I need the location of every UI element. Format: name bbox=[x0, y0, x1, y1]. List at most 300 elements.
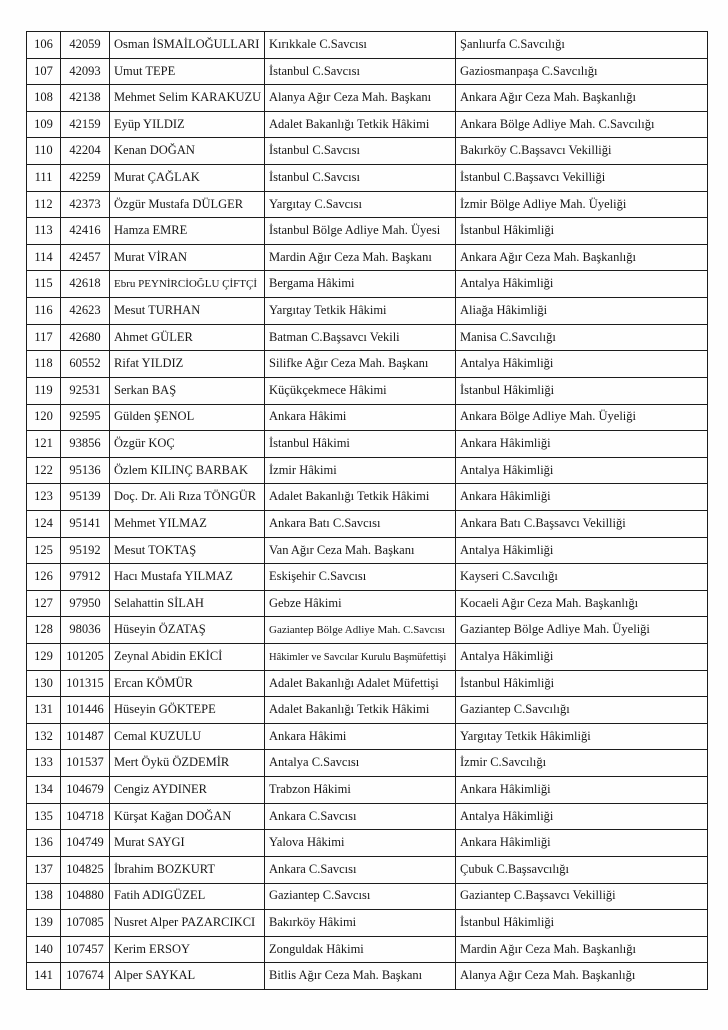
cell-registry-number bbox=[61, 298, 110, 325]
cell-registry-number-text: 104718 bbox=[66, 808, 104, 823]
cell-current-post-text: İzmir Hâkimi bbox=[269, 462, 337, 477]
cell-new-post bbox=[456, 963, 708, 990]
cell-row-number bbox=[27, 883, 61, 910]
cell-name bbox=[110, 377, 265, 404]
cell-current-post-text: Bakırköy Hâkimi bbox=[269, 915, 357, 930]
cell-new-post-text: Aliağa Hâkimliği bbox=[460, 303, 548, 318]
cell-current-post-text: Adalet Bakanlığı Tetkik Hâkimi bbox=[269, 702, 430, 717]
table-row bbox=[27, 856, 708, 883]
cell-current-post-text: İstanbul Bölge Adliye Mah. Üyesi bbox=[269, 223, 441, 238]
cell-registry-number bbox=[61, 936, 110, 963]
table-row bbox=[27, 963, 708, 990]
cell-name bbox=[110, 670, 265, 697]
cell-current-post-text: Antalya C.Savcısı bbox=[269, 755, 360, 770]
table-row bbox=[27, 58, 708, 85]
cell-name-text: Özgür Mustafa DÜLGER bbox=[114, 196, 244, 211]
cell-new-post bbox=[456, 856, 708, 883]
cell-current-post-text: Hâkimler ve Savcılar Kurulu Başmüfettişi bbox=[269, 651, 447, 663]
cell-current-post bbox=[265, 404, 456, 431]
table-row bbox=[27, 590, 708, 617]
cell-new-post bbox=[456, 244, 708, 271]
cell-current-post bbox=[265, 697, 456, 724]
cell-new-post-text: Antalya Hâkimliği bbox=[460, 356, 554, 371]
cell-registry-number bbox=[61, 856, 110, 883]
table-row bbox=[27, 324, 708, 351]
table-row bbox=[27, 138, 708, 165]
cell-row-number-text: 107 bbox=[34, 63, 53, 78]
cell-current-post bbox=[265, 617, 456, 644]
cell-registry-number-text: 92531 bbox=[69, 382, 101, 397]
cell-current-post bbox=[265, 32, 456, 59]
cell-registry-number bbox=[61, 697, 110, 724]
cell-new-post bbox=[456, 32, 708, 59]
cell-row-number-text: 112 bbox=[34, 196, 53, 211]
cell-registry-number bbox=[61, 85, 110, 112]
cell-new-post-text: Antalya Hâkimliği bbox=[460, 462, 554, 477]
cell-new-post-text: Ankara Ağır Ceza Mah. Başkanlığı bbox=[460, 90, 636, 105]
cell-new-post-text: Gaziosmanpaşa C.Savcılığı bbox=[460, 63, 598, 78]
cell-row-number bbox=[27, 617, 61, 644]
cell-current-post bbox=[265, 883, 456, 910]
cell-new-post bbox=[456, 697, 708, 724]
cell-registry-number bbox=[61, 617, 110, 644]
cell-row-number bbox=[27, 138, 61, 165]
cell-current-post-text: Ankara Batı C.Savcısı bbox=[269, 515, 381, 530]
cell-new-post-text: Mardin Ağır Ceza Mah. Başkanlığı bbox=[460, 941, 637, 956]
cell-registry-number-text: 42093 bbox=[69, 63, 101, 78]
cell-row-number-text: 116 bbox=[34, 303, 53, 318]
cell-new-post bbox=[456, 750, 708, 777]
table-row bbox=[27, 271, 708, 298]
cell-name bbox=[110, 351, 265, 378]
cell-new-post-text: Gaziantep Bölge Adliye Mah. Üyeliği bbox=[460, 622, 650, 637]
cell-registry-number-text: 104880 bbox=[66, 888, 104, 903]
cell-name bbox=[110, 830, 265, 857]
cell-new-post-text: Ankara Hâkimliği bbox=[460, 436, 551, 451]
cell-new-post bbox=[456, 271, 708, 298]
cell-new-post bbox=[456, 298, 708, 325]
cell-new-post-text: Ankara Ağır Ceza Mah. Başkanlığı bbox=[460, 249, 636, 264]
cell-row-number-text: 121 bbox=[34, 436, 53, 451]
cell-registry-number-text: 104749 bbox=[66, 835, 104, 850]
cell-current-post-text: Yargıtay Tetkik Hâkimi bbox=[269, 303, 387, 318]
cell-registry-number bbox=[61, 910, 110, 937]
cell-registry-number bbox=[61, 750, 110, 777]
cell-name bbox=[110, 963, 265, 990]
table-row bbox=[27, 723, 708, 750]
cell-row-number bbox=[27, 484, 61, 511]
cell-name-text: Selahattin SİLAH bbox=[114, 595, 204, 610]
cell-new-post-text: İstanbul Hâkimliği bbox=[460, 675, 555, 690]
cell-current-post-text: Gaziantep C.Savcısı bbox=[269, 888, 371, 903]
cell-registry-number-text: 95136 bbox=[69, 462, 101, 477]
cell-row-number bbox=[27, 85, 61, 112]
cell-new-post bbox=[456, 510, 708, 537]
cell-registry-number-text: 97912 bbox=[69, 569, 101, 584]
cell-registry-number bbox=[61, 165, 110, 192]
cell-name bbox=[110, 165, 265, 192]
cell-current-post bbox=[265, 191, 456, 218]
table-row bbox=[27, 777, 708, 804]
table-row bbox=[27, 218, 708, 245]
cell-registry-number bbox=[61, 803, 110, 830]
cell-name bbox=[110, 32, 265, 59]
cell-row-number bbox=[27, 32, 61, 59]
cell-current-post-text: Gaziantep Bölge Adliye Mah. C.Savcısı bbox=[269, 624, 445, 637]
cell-current-post bbox=[265, 750, 456, 777]
cell-name bbox=[110, 431, 265, 458]
table-row bbox=[27, 377, 708, 404]
cell-new-post bbox=[456, 537, 708, 564]
cell-name-text: Murat ÇAĞLAK bbox=[114, 169, 200, 184]
cell-registry-number-text: 60552 bbox=[69, 356, 101, 371]
cell-new-post bbox=[456, 58, 708, 85]
cell-new-post-text: Antalya Hâkimliği bbox=[460, 276, 554, 291]
cell-current-post-text: Küçükçekmece Hâkimi bbox=[269, 382, 387, 397]
cell-name-text: Cengiz AYDINER bbox=[114, 781, 207, 796]
cell-new-post-text: Ankara Hâkimliği bbox=[460, 835, 551, 850]
cell-row-number-text: 138 bbox=[34, 888, 53, 903]
cell-row-number-text: 131 bbox=[34, 702, 53, 717]
cell-new-post-text: Ankara Bölge Adliye Mah. Üyeliği bbox=[460, 409, 637, 424]
cell-current-post-text: Bitlis Ağır Ceza Mah. Başkanı bbox=[269, 968, 423, 983]
assignment-table bbox=[26, 31, 708, 990]
cell-row-number-text: 115 bbox=[34, 276, 53, 291]
table-row bbox=[27, 351, 708, 378]
cell-new-post-text: Şanlıurfa C.Savcılığı bbox=[460, 36, 565, 51]
cell-row-number-text: 134 bbox=[34, 781, 53, 796]
cell-name-text: Hacı Mustafa YILMAZ bbox=[114, 569, 233, 584]
cell-registry-number-text: 95141 bbox=[69, 515, 101, 530]
cell-name bbox=[110, 803, 265, 830]
cell-name bbox=[110, 936, 265, 963]
cell-registry-number-text: 42416 bbox=[69, 223, 101, 238]
cell-new-post-text: İstanbul Hâkimliği bbox=[460, 382, 555, 397]
cell-row-number bbox=[27, 244, 61, 271]
cell-registry-number bbox=[61, 590, 110, 617]
cell-current-post bbox=[265, 431, 456, 458]
cell-name-text: Özlem KILINÇ BARBAK bbox=[114, 462, 249, 477]
cell-row-number bbox=[27, 58, 61, 85]
cell-name bbox=[110, 457, 265, 484]
table-row bbox=[27, 32, 708, 59]
cell-name bbox=[110, 85, 265, 112]
cell-name bbox=[110, 111, 265, 138]
cell-current-post bbox=[265, 244, 456, 271]
cell-name-text: Nusret Alper PAZARCIKCI bbox=[114, 915, 256, 930]
cell-current-post bbox=[265, 111, 456, 138]
cell-new-post bbox=[456, 803, 708, 830]
cell-current-post-text: Ankara C.Savcısı bbox=[269, 808, 357, 823]
cell-row-number bbox=[27, 723, 61, 750]
cell-row-number bbox=[27, 510, 61, 537]
cell-new-post-text: Gaziantep C.Başsavcı Vekilliği bbox=[460, 888, 616, 903]
cell-new-post-text: Bakırköy C.Başsavcı Vekilliği bbox=[460, 143, 612, 158]
cell-current-post-text: Ankara Hâkimi bbox=[269, 409, 347, 424]
cell-new-post-text: Ankara Bölge Adliye Mah. C.Savcılığı bbox=[460, 116, 655, 131]
table-row bbox=[27, 644, 708, 671]
table-row bbox=[27, 697, 708, 724]
cell-name bbox=[110, 617, 265, 644]
cell-row-number-text: 135 bbox=[34, 808, 53, 823]
cell-registry-number bbox=[61, 963, 110, 990]
cell-row-number bbox=[27, 324, 61, 351]
cell-name-text: Mesut TOKTAŞ bbox=[114, 542, 197, 557]
cell-current-post bbox=[265, 963, 456, 990]
cell-name bbox=[110, 777, 265, 804]
table-row bbox=[27, 750, 708, 777]
cell-name bbox=[110, 404, 265, 431]
cell-registry-number-text: 42680 bbox=[69, 329, 101, 344]
cell-name bbox=[110, 244, 265, 271]
cell-name-text: İbrahim BOZKURT bbox=[114, 861, 215, 876]
cell-registry-number-text: 104679 bbox=[66, 781, 104, 796]
cell-registry-number bbox=[61, 32, 110, 59]
cell-row-number-text: 120 bbox=[34, 409, 53, 424]
cell-row-number-text: 139 bbox=[34, 915, 53, 930]
table-row bbox=[27, 191, 708, 218]
cell-current-post bbox=[265, 670, 456, 697]
cell-name bbox=[110, 856, 265, 883]
cell-current-post-text: Ankara C.Savcısı bbox=[269, 861, 357, 876]
cell-new-post bbox=[456, 644, 708, 671]
cell-registry-number-text: 95139 bbox=[69, 489, 101, 504]
cell-current-post bbox=[265, 271, 456, 298]
cell-name-text: Eyüp YILDIZ bbox=[114, 116, 185, 131]
cell-registry-number-text: 101315 bbox=[66, 675, 104, 690]
cell-row-number-text: 126 bbox=[34, 569, 53, 584]
assignment-table-body bbox=[27, 32, 708, 990]
cell-registry-number bbox=[61, 404, 110, 431]
cell-new-post bbox=[456, 351, 708, 378]
cell-name bbox=[110, 58, 265, 85]
cell-name bbox=[110, 644, 265, 671]
cell-current-post bbox=[265, 85, 456, 112]
cell-name bbox=[110, 537, 265, 564]
cell-name bbox=[110, 697, 265, 724]
cell-registry-number bbox=[61, 138, 110, 165]
cell-registry-number bbox=[61, 484, 110, 511]
table-row bbox=[27, 165, 708, 192]
cell-name-text: Ebru PEYNİRCİOĞLU ÇİFTÇİ bbox=[114, 278, 257, 291]
cell-new-post bbox=[456, 484, 708, 511]
cell-name bbox=[110, 750, 265, 777]
cell-current-post-text: Adalet Bakanlığı Adalet Müfettişi bbox=[269, 675, 439, 690]
cell-new-post bbox=[456, 324, 708, 351]
cell-row-number-text: 106 bbox=[34, 36, 53, 51]
cell-current-post bbox=[265, 590, 456, 617]
cell-new-post-text: Manisa C.Savcılığı bbox=[460, 329, 556, 344]
cell-current-post-text: Trabzon Hâkimi bbox=[269, 781, 351, 796]
table-row bbox=[27, 510, 708, 537]
cell-name bbox=[110, 191, 265, 218]
cell-registry-number-text: 97950 bbox=[69, 595, 101, 610]
cell-registry-number bbox=[61, 218, 110, 245]
cell-current-post bbox=[265, 351, 456, 378]
cell-current-post-text: Bergama Hâkimi bbox=[269, 276, 355, 291]
cell-name bbox=[110, 883, 265, 910]
cell-row-number-text: 119 bbox=[34, 382, 53, 397]
cell-new-post-text: Alanya Ağır Ceza Mah. Başkanlığı bbox=[460, 968, 636, 983]
cell-registry-number bbox=[61, 377, 110, 404]
cell-row-number-text: 114 bbox=[34, 249, 53, 264]
cell-registry-number bbox=[61, 537, 110, 564]
cell-registry-number bbox=[61, 111, 110, 138]
cell-new-post bbox=[456, 165, 708, 192]
cell-registry-number bbox=[61, 510, 110, 537]
cell-row-number bbox=[27, 963, 61, 990]
cell-new-post bbox=[456, 830, 708, 857]
cell-new-post-text: İzmir Bölge Adliye Mah. Üyeliği bbox=[460, 196, 627, 211]
cell-name bbox=[110, 484, 265, 511]
cell-current-post-text: Silifke Ağır Ceza Mah. Başkanı bbox=[269, 356, 429, 371]
cell-current-post bbox=[265, 564, 456, 591]
cell-current-post bbox=[265, 298, 456, 325]
table-row bbox=[27, 484, 708, 511]
cell-new-post bbox=[456, 431, 708, 458]
cell-new-post-text: Çubuk C.Başsavcılığı bbox=[460, 861, 570, 876]
cell-name-text: Doç. Dr. Ali Rıza TÖNGÜR bbox=[114, 489, 257, 504]
cell-name bbox=[110, 590, 265, 617]
cell-name-text: Serkan BAŞ bbox=[114, 382, 177, 397]
cell-registry-number-text: 107674 bbox=[66, 968, 104, 983]
cell-name-text: Zeynal Abidin EKİCİ bbox=[114, 648, 223, 663]
cell-registry-number-text: 42259 bbox=[69, 169, 101, 184]
cell-registry-number-text: 42059 bbox=[69, 36, 101, 51]
cell-current-post bbox=[265, 58, 456, 85]
cell-name-text: Kenan DOĞAN bbox=[114, 143, 195, 158]
cell-current-post-text: Eskişehir C.Savcısı bbox=[269, 569, 367, 584]
cell-current-post bbox=[265, 936, 456, 963]
cell-row-number bbox=[27, 697, 61, 724]
cell-new-post-text: Antalya Hâkimliği bbox=[460, 648, 554, 663]
table-row bbox=[27, 564, 708, 591]
cell-registry-number bbox=[61, 457, 110, 484]
cell-current-post bbox=[265, 830, 456, 857]
table-row bbox=[27, 431, 708, 458]
cell-current-post bbox=[265, 723, 456, 750]
cell-row-number bbox=[27, 564, 61, 591]
cell-registry-number-text: 104825 bbox=[66, 861, 104, 876]
cell-row-number bbox=[27, 936, 61, 963]
cell-row-number bbox=[27, 750, 61, 777]
cell-new-post-text: İstanbul Hâkimliği bbox=[460, 223, 555, 238]
cell-new-post bbox=[456, 218, 708, 245]
cell-name-text: Hüseyin GÖKTEPE bbox=[114, 702, 216, 717]
cell-current-post-text: Adalet Bakanlığı Tetkik Hâkimi bbox=[269, 116, 430, 131]
cell-current-post-text: Ankara Hâkimi bbox=[269, 728, 347, 743]
cell-name-text: Fatih ADIGÜZEL bbox=[114, 888, 206, 903]
cell-registry-number-text: 42159 bbox=[69, 116, 101, 131]
cell-row-number bbox=[27, 777, 61, 804]
cell-name-text: Cemal KUZULU bbox=[114, 728, 202, 743]
cell-row-number bbox=[27, 377, 61, 404]
cell-new-post bbox=[456, 111, 708, 138]
cell-current-post bbox=[265, 218, 456, 245]
cell-new-post-text: Kocaeli Ağır Ceza Mah. Başkanlığı bbox=[460, 595, 639, 610]
cell-row-number-text: 141 bbox=[34, 968, 53, 983]
table-row bbox=[27, 457, 708, 484]
cell-new-post-text: Ankara Batı C.Başsavcı Vekilliği bbox=[460, 515, 626, 530]
cell-name-text: Hamza EMRE bbox=[114, 223, 188, 238]
cell-name bbox=[110, 218, 265, 245]
cell-row-number-text: 136 bbox=[34, 835, 53, 850]
cell-registry-number bbox=[61, 830, 110, 857]
cell-current-post bbox=[265, 377, 456, 404]
cell-registry-number-text: 101487 bbox=[66, 728, 104, 743]
cell-row-number-text: 128 bbox=[34, 622, 53, 637]
table-row bbox=[27, 617, 708, 644]
cell-name-text: Mehmet Selim KARAKUZU bbox=[114, 90, 262, 105]
cell-current-post-text: Yalova Hâkimi bbox=[269, 835, 345, 850]
cell-new-post-text: Yargıtay Tetkik Hâkimliği bbox=[460, 728, 591, 743]
cell-name bbox=[110, 510, 265, 537]
cell-name-text: Mesut TURHAN bbox=[114, 303, 201, 318]
cell-row-number bbox=[27, 856, 61, 883]
cell-row-number bbox=[27, 271, 61, 298]
cell-row-number-text: 123 bbox=[34, 489, 53, 504]
cell-row-number-text: 127 bbox=[34, 595, 53, 610]
cell-row-number bbox=[27, 910, 61, 937]
cell-registry-number bbox=[61, 351, 110, 378]
cell-name-text: Kürşat Kağan DOĞAN bbox=[114, 808, 232, 823]
cell-row-number bbox=[27, 644, 61, 671]
cell-row-number bbox=[27, 457, 61, 484]
cell-name-text: Umut TEPE bbox=[114, 63, 176, 78]
cell-current-post bbox=[265, 510, 456, 537]
cell-row-number-text: 118 bbox=[34, 356, 53, 371]
cell-new-post-text: Kayseri C.Savcılığı bbox=[460, 569, 558, 584]
table-row bbox=[27, 537, 708, 564]
cell-current-post bbox=[265, 644, 456, 671]
cell-name-text: Rifat YILDIZ bbox=[114, 356, 184, 371]
table-row bbox=[27, 883, 708, 910]
cell-new-post-text: İstanbul C.Başsavcı Vekilliği bbox=[460, 169, 606, 184]
cell-row-number bbox=[27, 590, 61, 617]
cell-current-post-text: Kırıkkale C.Savcısı bbox=[269, 36, 367, 51]
cell-name-text: Mert Öykü ÖZDEMİR bbox=[114, 755, 230, 770]
cell-registry-number bbox=[61, 777, 110, 804]
cell-new-post bbox=[456, 564, 708, 591]
cell-name-text: Mehmet YILMAZ bbox=[114, 515, 207, 530]
cell-name bbox=[110, 324, 265, 351]
cell-new-post-text: İstanbul Hâkimliği bbox=[460, 915, 555, 930]
cell-row-number-text: 109 bbox=[34, 116, 53, 131]
cell-name bbox=[110, 723, 265, 750]
cell-row-number bbox=[27, 431, 61, 458]
cell-registry-number bbox=[61, 191, 110, 218]
cell-registry-number-text: 42373 bbox=[69, 196, 101, 211]
cell-registry-number-text: 93856 bbox=[69, 436, 101, 451]
cell-name-text: Alper SAYKAL bbox=[114, 968, 196, 983]
cell-registry-number-text: 42618 bbox=[69, 276, 101, 291]
cell-current-post bbox=[265, 856, 456, 883]
cell-row-number bbox=[27, 404, 61, 431]
cell-current-post bbox=[265, 777, 456, 804]
cell-new-post bbox=[456, 457, 708, 484]
cell-row-number bbox=[27, 165, 61, 192]
cell-current-post-text: Batman C.Başsavcı Vekili bbox=[269, 329, 400, 344]
cell-new-post-text: Gaziantep C.Savcılığı bbox=[460, 702, 570, 717]
cell-row-number-text: 140 bbox=[34, 941, 53, 956]
cell-registry-number-text: 107085 bbox=[66, 915, 104, 930]
cell-current-post-text: İstanbul C.Savcısı bbox=[269, 143, 360, 158]
cell-current-post bbox=[265, 457, 456, 484]
cell-registry-number bbox=[61, 58, 110, 85]
cell-registry-number-text: 101205 bbox=[66, 648, 104, 663]
cell-new-post bbox=[456, 670, 708, 697]
cell-name-text: Kerim ERSOY bbox=[114, 941, 191, 956]
